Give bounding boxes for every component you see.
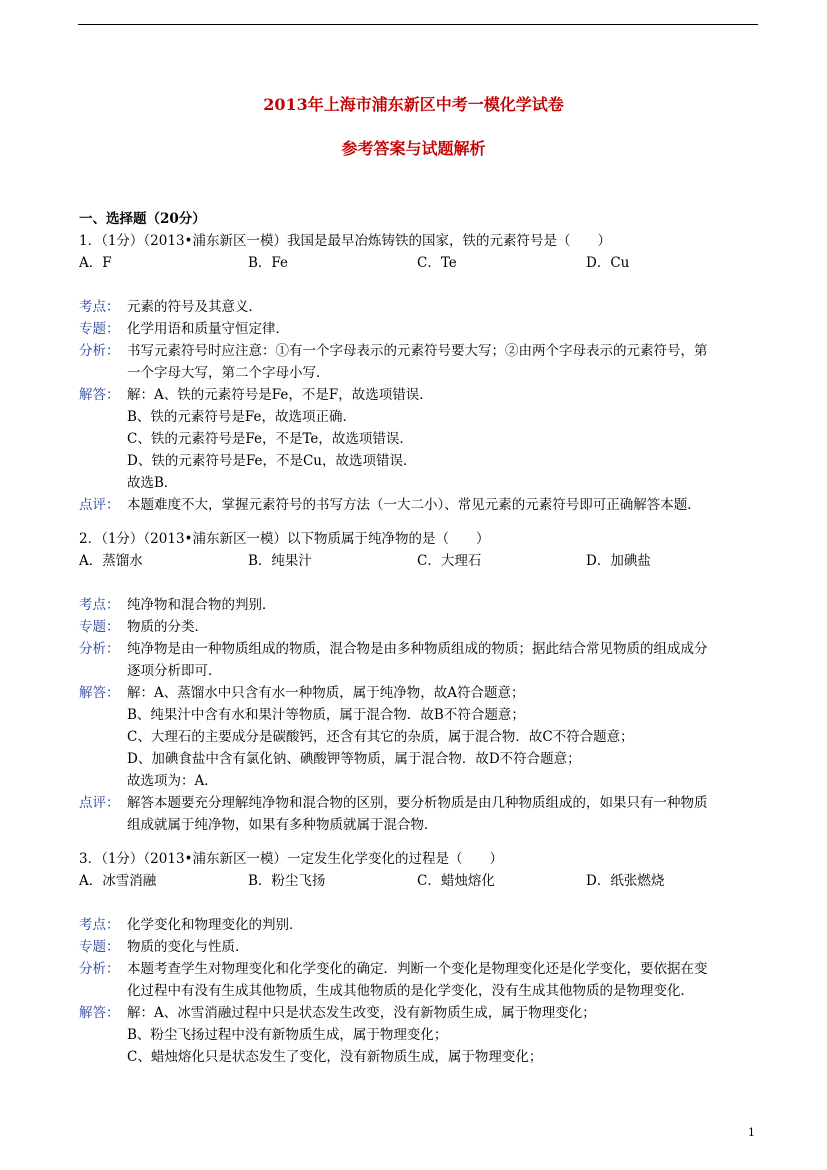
kaodian-row <box>79 914 759 936</box>
kaodian-text: 元素的符号及其意义． <box>127 299 262 315</box>
kaodian-text: 化学变化和物理变化的判别． <box>127 917 303 933</box>
jieda-row <box>79 384 759 494</box>
option-b: B．粉尘飞扬 <box>248 873 326 889</box>
page-number: 1 <box>748 1126 755 1139</box>
document-body <box>79 208 759 1068</box>
question-stem: 1．（1分）（2013•浦东新区一模）我国是最早冶炼铸铁的国家，铁的元素符号是（ ） <box>79 233 611 249</box>
jieda-line: C、大理石的主要成分是碳酸钙，还含有其它的杂质，属于混合物．故C不符合题意； <box>127 729 634 745</box>
kaodian-label: 考点： <box>79 917 120 933</box>
option-a: A．蒸馏水 <box>79 553 143 569</box>
jieda-line: C、蜡烛熔化只是状态发生了变化，没有新物质生成，属于物理变化； <box>127 1049 543 1065</box>
zhuanti-text: 物质的变化与性质． <box>127 939 249 955</box>
fenxi-line: 书写元素符号时应注意：①有一个字母表示的元素符号要大写；②由两个字母表示的元素符号，第 <box>127 343 708 359</box>
jieda-label: 解答： <box>79 387 120 403</box>
document-title: 2013年上海市浦东新区中考一模化学试卷 <box>263 95 564 114</box>
fenxi-label: 分析： <box>79 961 120 977</box>
fenxi-label: 分析： <box>79 641 120 657</box>
fenxi-line: 本题考查学生对物理变化和化学变化的确定．判断一个变化是物理变化还是化学变化，要依据在变 <box>127 961 708 977</box>
fenxi-line: 一个字母大写，第二个字母小写． <box>127 365 330 381</box>
zhuanti-label: 专题： <box>79 939 120 955</box>
fenxi-line: 纯净物是由一种物质组成的物质，混合物是由多种物质组成的物质；据此结合常见物质的组成成分 <box>127 641 708 657</box>
zhuanti-label: 专题： <box>79 619 120 635</box>
dianping-line: 组成就属于纯净物，如果有多种物质就属于混合物． <box>127 817 438 833</box>
option-d: D．Cu <box>586 255 630 271</box>
option-d: D．纸张燃烧 <box>586 873 665 889</box>
jieda-line: B、粉尘飞扬过程中没有新物质生成，属于物理变化； <box>127 1027 448 1043</box>
jieda-line: C、铁的元素符号是Fe，不是Te，故选项错误． <box>127 431 413 447</box>
jieda-label: 解答： <box>79 1005 120 1021</box>
jieda-row <box>79 682 759 792</box>
dianping-label: 点评： <box>79 795 120 811</box>
option-a: A．F <box>79 255 112 271</box>
fenxi-line: 化过程中有没有生成其他物质，生成其他物质的是化学变化，没有生成其他物质的是物理变化． <box>127 983 694 999</box>
option-a: A．冰雪消融 <box>79 873 157 889</box>
jieda-line: 故选项为：A． <box>127 773 218 789</box>
option-c: C．大理石 <box>417 553 482 569</box>
zhuanti-text: 物质的分类． <box>127 619 208 635</box>
option-c: C．Te <box>417 255 457 271</box>
jieda-line: 故选B． <box>127 475 178 491</box>
jieda-line: D、铁的元素符号是Fe，不是Cu，故选项错误． <box>127 453 417 469</box>
option-b: B．纯果汁 <box>248 553 312 569</box>
fenxi-line: 逐项分析即可． <box>127 663 222 679</box>
zhuanti-row <box>79 616 759 638</box>
fenxi-row <box>79 958 759 1002</box>
dianping-row <box>79 494 759 516</box>
option-d: D．加碘盐 <box>586 553 651 569</box>
fenxi-label: 分析： <box>79 343 120 359</box>
kaodian-row <box>79 594 759 616</box>
question-options <box>79 550 759 572</box>
zhuanti-row <box>79 318 759 340</box>
question-stem: 3．（1分）（2013•浦东新区一模）一定发生化学变化的过程是（ ） <box>79 851 503 867</box>
question-stem: 2．（1分）（2013•浦东新区一模）以下物质属于纯净物的是（ ） <box>79 531 490 547</box>
header-rule <box>78 24 758 25</box>
question-3 <box>79 848 759 1068</box>
dianping-line: 本题难度不大，掌握元素符号的书写方法（一大二小）、常见元素的元素符号即可正确解答本题． <box>127 497 701 513</box>
kaodian-row <box>79 296 759 318</box>
question-options <box>79 252 759 274</box>
dianping-line: 解答本题要充分理解纯净物和混合物的区别，要分析物质是由几种物质组成的，如果只有一种物质 <box>127 795 708 811</box>
jieda-line: B、纯果汁中含有水和果汁等物质，属于混合物．故B不符合题意； <box>127 707 525 723</box>
kaodian-label: 考点： <box>79 597 120 613</box>
jieda-label: 解答： <box>79 685 120 701</box>
question-options <box>79 870 759 892</box>
jieda-line: D、加碘食盐中含有氯化钠、碘酸钾等物质，属于混合物．故D不符合题意； <box>127 751 581 767</box>
option-c: C．蜡烛熔化 <box>417 873 495 889</box>
jieda-line: B、铁的元素符号是Fe，故选项正确． <box>127 409 357 425</box>
kaodian-text: 纯净物和混合物的判别． <box>127 597 276 613</box>
document-subtitle: 参考答案与试题解析 <box>341 139 486 158</box>
jieda-line: 解：A、冰雪消融过程中只是状态发生改变，没有新物质生成，属于物理变化； <box>127 1005 596 1021</box>
zhuanti-row <box>79 936 759 958</box>
zhuanti-text: 化学用语和质量守恒定律． <box>127 321 289 337</box>
jieda-line: 解：A、蒸馏水中只含有水一种物质，属于纯净物，故A符合题意； <box>127 685 525 701</box>
jieda-row <box>79 1002 759 1068</box>
zhuanti-label: 专题： <box>79 321 120 337</box>
question-2 <box>79 528 759 836</box>
question-1 <box>79 230 759 516</box>
section-header: 一、选择题（20分） <box>79 211 206 227</box>
dianping-label: 点评： <box>79 497 120 513</box>
jieda-line: 解：A、铁的元素符号是Fe，不是F，故选项错误． <box>127 387 433 403</box>
dianping-row <box>79 792 759 836</box>
fenxi-row <box>79 340 759 384</box>
kaodian-label: 考点： <box>79 299 120 315</box>
option-b: B．Fe <box>248 255 289 271</box>
fenxi-row <box>79 638 759 682</box>
